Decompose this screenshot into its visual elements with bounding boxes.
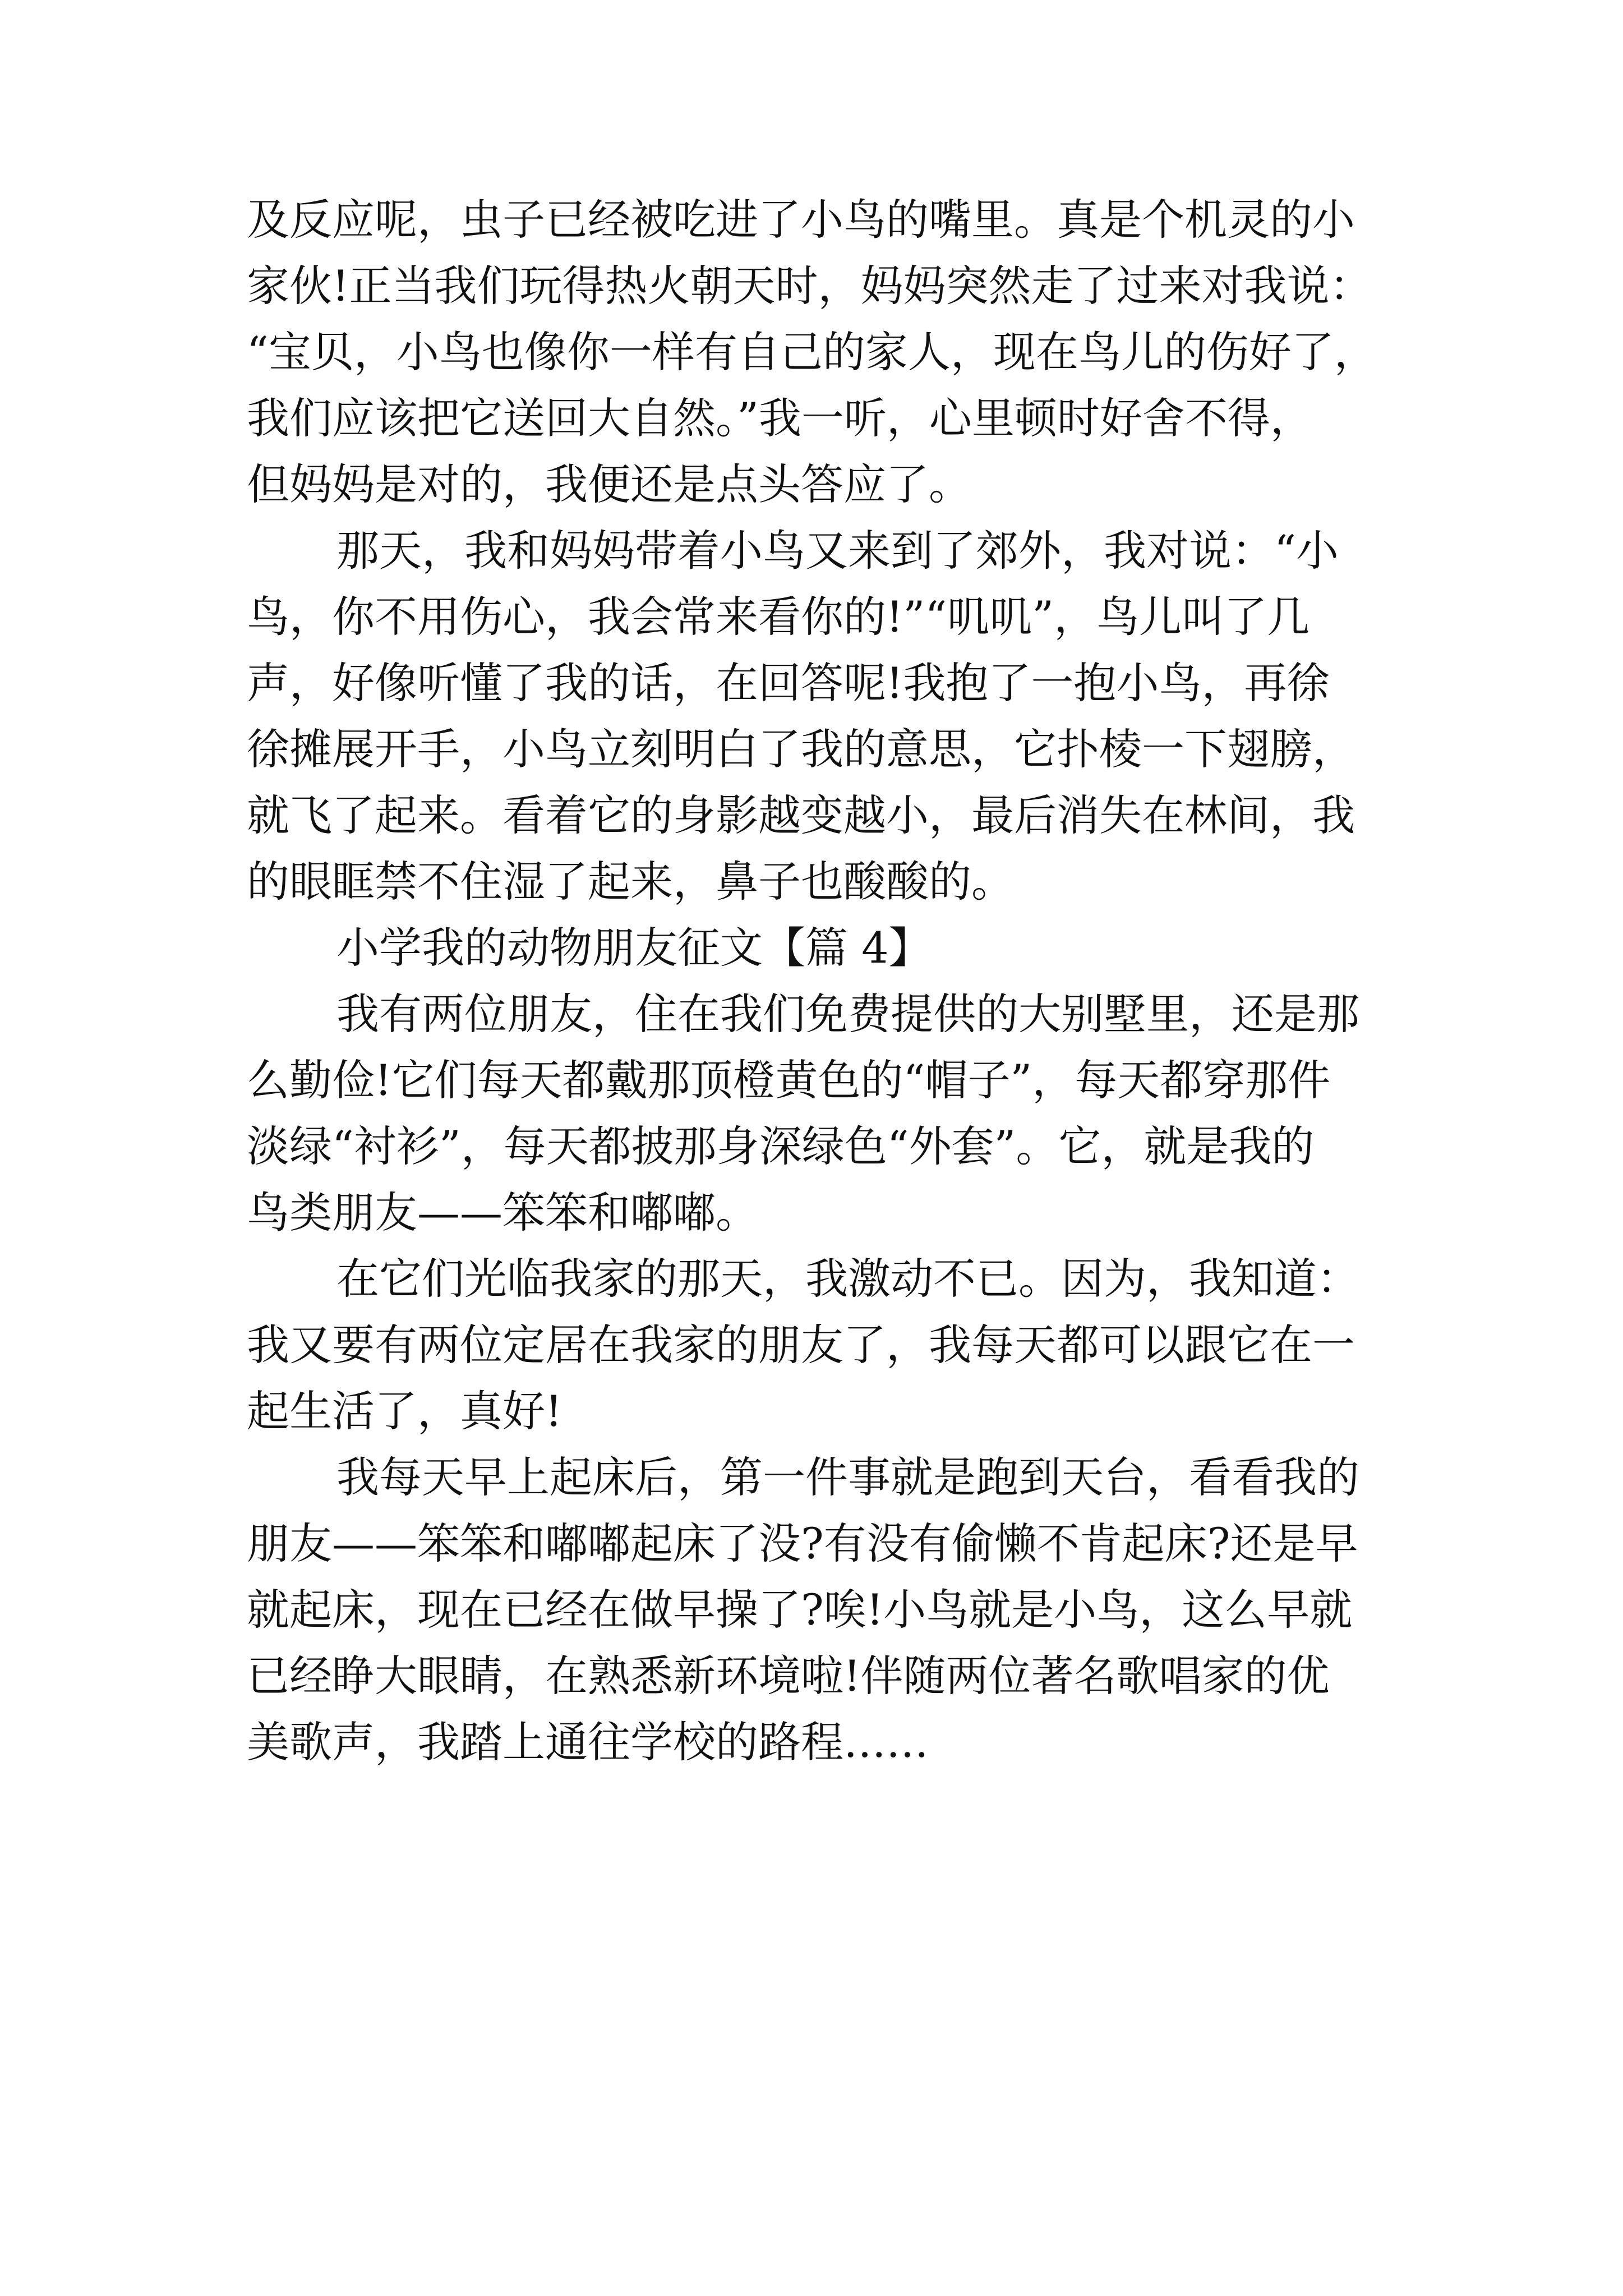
paragraph — [247, 1246, 1385, 1444]
text-line: 就起床，现在已经在做早操了?唉!小鸟就是小鸟，这么早就 — [247, 1585, 1353, 1635]
section-heading — [247, 915, 1385, 981]
text-line: “宝贝，小鸟也像你一样有自己的家人，现在鸟儿的伤好了， — [247, 327, 1377, 377]
text-line: 起生活了，真好! — [247, 1386, 562, 1436]
text-line: 鸟类朋友——笨笨和嘟嘟。 — [247, 1188, 758, 1237]
text-line: 就飞了起来。看着它的身影越变越小，最后消失在林间，我 — [247, 790, 1355, 840]
heading-text: 小学我的动物朋友征文【篇 4】 — [336, 923, 932, 973]
text-line: 鸟，你不用伤心，我会常来看你的!”“叽叽”，鸟儿叫了几 — [247, 592, 1310, 642]
text-line: 么勤俭!它们每天都戴那顶橙黄色的“帽子”，每天都穿那件 — [247, 1055, 1331, 1105]
text-line: 那天，我和妈妈带着小鸟又来到了郊外，我对说：“小 — [336, 526, 1339, 576]
text-line: 声，好像听懂了我的话，在回答呢!我抱了一抱小鸟，再徐 — [247, 658, 1330, 708]
text-line: 淡绿“衬衫”，每天都披那身深绿色“外套”。它，就是我的 — [247, 1121, 1315, 1171]
text-line: 在它们光临我家的那天，我激动不已。因为，我知道： — [336, 1254, 1359, 1304]
text-line: 我有两位朋友，住在我们免费提供的大别墅里，还是那 — [336, 989, 1359, 1039]
text-line: 的眼眶禁不住湿了起来，鼻子也酸酸的。 — [247, 857, 1014, 907]
text-line: 我又要有两位定居在我家的朋友了，我每天都可以跟它在一 — [247, 1320, 1355, 1370]
paragraph — [247, 187, 1385, 518]
paragraph — [247, 518, 1385, 915]
text-line: 我们应该把它送回大自然。”我一听，心里顿时好舍不得， — [247, 393, 1313, 443]
text-line: 及反应呢，虫子已经被吃进了小鸟的嘴里。真是个机灵的小 — [247, 195, 1355, 245]
paragraph — [247, 1444, 1385, 1775]
text-line: 美歌声，我踏上通往学校的路程…… — [247, 1717, 929, 1767]
text-line: 家伙!正当我们玩得热火朝天时，妈妈突然走了过来对我说： — [247, 261, 1372, 311]
article-body — [247, 187, 1385, 1775]
text-line: 朋友——笨笨和嘟嘟起床了没?有没有偷懒不肯起床?还是早 — [247, 1519, 1358, 1568]
text-line: 我每天早上起床后，第一件事就是跑到天台，看看我的 — [336, 1452, 1359, 1502]
paragraph — [247, 981, 1385, 1246]
text-line: 徐摊展开手，小鸟立刻明白了我的意思，它扑棱一下翅膀， — [247, 724, 1355, 774]
text-line: 已经睁大眼睛，在熟悉新环境啦!伴随两位著名歌唱家的优 — [247, 1651, 1330, 1701]
text-line: 但妈妈是对的，我便还是点头答应了。 — [247, 459, 971, 509]
